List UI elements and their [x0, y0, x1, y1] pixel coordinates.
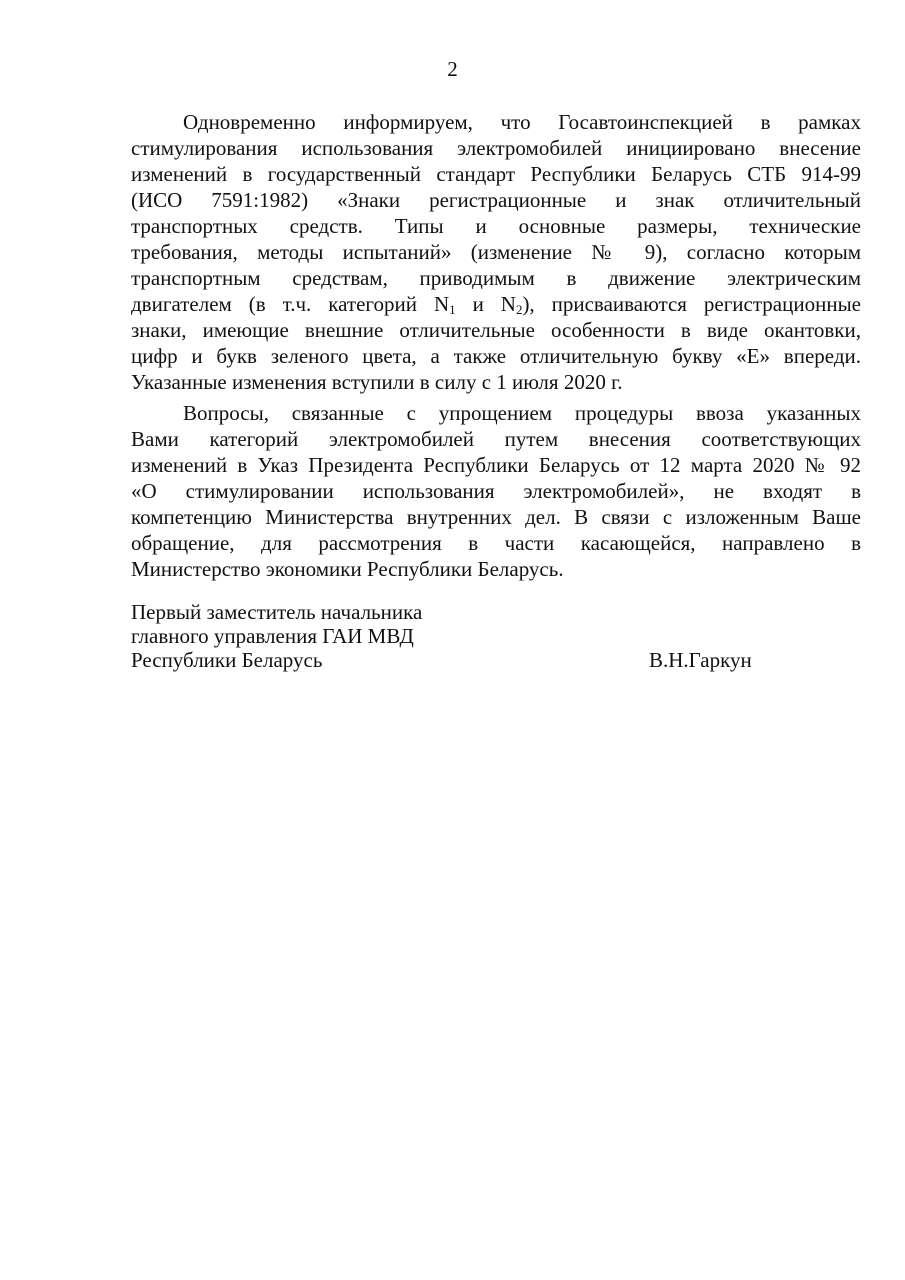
paragraph-line: изменений в государственный стандарт Республики Беларусь СТБ 914-99: [131, 162, 861, 186]
signature-title-line: Первый заместитель начальника: [131, 600, 423, 624]
paragraph-line: транспортным средствам, приводимым в движение электрическим: [131, 266, 861, 290]
paragraph-line: компетенцию Министерства внутренних дел. В связи с изложенным Ваше: [131, 505, 861, 529]
paragraph-line: транспортных средств. Типы и основные размеры, технические: [131, 214, 861, 238]
paragraph-line: «О стимулировании использования электромобилей», не входят в: [131, 479, 861, 503]
paragraph-line: требования, методы испытаний» (изменение № 9), согласно которым: [131, 240, 861, 264]
paragraph-line: Одновременно информируем, что Госавтоинспекцией в рамках: [183, 110, 861, 134]
paragraph-line: цифр и букв зеленого цвета, а также отличительную букву «E» впереди.: [131, 344, 861, 368]
signature-title-line: главного управления ГАИ МВД: [131, 624, 414, 648]
subscript: 1: [449, 302, 456, 317]
paragraph-line: (ИСО 7591:1982) «Знаки регистрационные и знак отличительный: [131, 188, 861, 212]
line-text: двигателем (в т.ч. категорий N: [131, 292, 450, 316]
subscript: 2: [515, 302, 523, 317]
line-text: и N: [455, 292, 516, 316]
paragraph-line: Вопросы, связанные с упрощением процедуры ввоза указанных: [183, 401, 861, 425]
paragraph-line: обращение, для рассмотрения в части касающейся, направлено в: [131, 531, 861, 555]
paragraph-line: Указанные изменения вступили в силу с 1 июля 2020 г.: [131, 370, 623, 394]
paragraph-line: знаки, имеющие внешние отличительные особенности в виде окантовки,: [131, 318, 861, 342]
signatory-name: В.Н.Гаркун: [649, 648, 752, 672]
signature-title-line: Республики Беларусь: [131, 648, 323, 672]
paragraph-line: Вами категорий электромобилей путем внесения соответствующих: [131, 427, 861, 451]
line-text: ), присваиваются регистрационные: [522, 292, 862, 316]
page-number: 2: [447, 57, 458, 81]
paragraph-line: изменений в Указ Президента Республики Беларусь от 12 марта 2020 № 92: [131, 453, 861, 477]
paragraph-line-with-subscripts: [131, 291, 861, 317]
paragraph-line: Министерство экономики Республики Беларусь.: [131, 557, 564, 581]
paragraph-line: стимулирования использования электромобилей инициировано внесение: [131, 136, 861, 160]
